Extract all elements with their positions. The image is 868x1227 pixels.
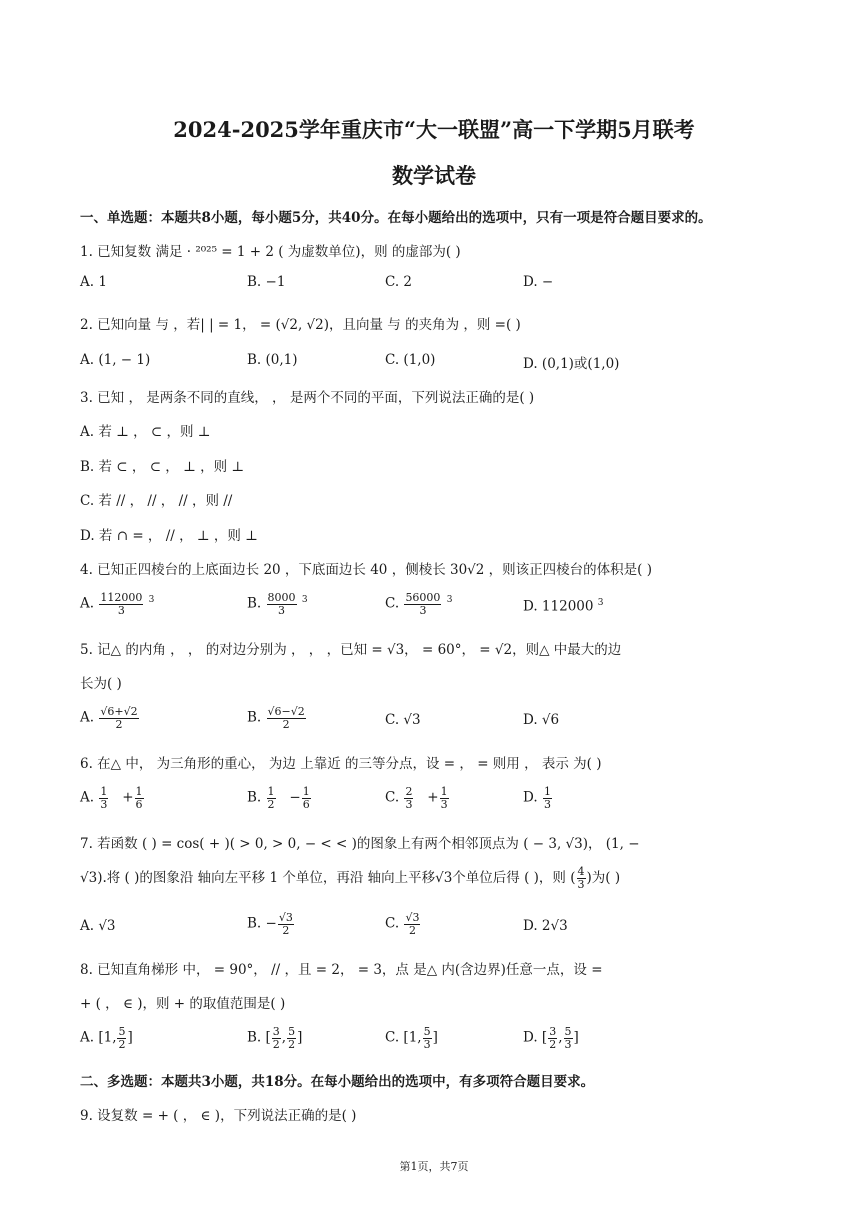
q6-b-frac2: $\frac{1}{6}$ — [302, 785, 310, 811]
q3-option-d: D. 若 ∩ = ， // ， ⊥ ，则 ⊥ — [80, 528, 258, 544]
q5-stem-line2: 长为( ) — [80, 676, 122, 692]
q8-c-frac: $\frac{5}{3}$ — [423, 1025, 431, 1051]
q1-option-b: B. −1 — [247, 274, 286, 290]
q6-a-frac1: $\frac{1}{3}$ — [100, 785, 108, 811]
q6-c-frac2: $\frac{1}{3}$ — [440, 785, 448, 811]
q8-d-frac2: $\frac{5}{3}$ — [564, 1025, 572, 1051]
q8-b-frac2: $\frac{5}{2}$ — [288, 1025, 296, 1051]
q6-b-frac1: $\frac{1}{2}$ — [267, 785, 275, 811]
q6-option-b: B. $\frac{1}{2}$ − $\frac{1}{6}$ — [247, 785, 310, 811]
q1-option-c: C. 2 — [385, 274, 413, 290]
q2-option-d: D. (0,1)或(1,0) — [523, 356, 620, 372]
exam-subtitle: 数学试卷 — [392, 163, 476, 188]
q5-stem: 5. 记△ 的内角 ， ， 的对边分别为 ， ， ，已知 = √3， = 60°， = √2，则△ 中最大的边 — [80, 642, 622, 658]
q6-a-frac2: $\frac{1}{6}$ — [135, 785, 143, 811]
q6-d-frac1: $\frac{1}{3}$ — [543, 785, 551, 811]
q5-option-c: C. √3 — [385, 712, 421, 728]
page-footer: 第1页，共7页 — [399, 1160, 469, 1173]
q2-stem-text: 2. 已知向量 与 ，若| | = 1， = (√2, √2)，且向量 与 的夹角为 ，则 =( ) — [80, 317, 521, 333]
q4-option-b: B. $\frac{8000}{3}$ $^3$ — [247, 591, 308, 617]
q8-a-frac: $\frac{5}{2}$ — [118, 1025, 126, 1051]
q5-option-d: D. √6 — [523, 712, 560, 728]
q5-b-fraction: $\frac{√6-√2}{2}$ — [267, 705, 305, 731]
q8-option-a: A. [1, $\frac{5}{2}$ ] — [80, 1025, 133, 1051]
section-multi-choice: 二、多选题：本题共3小题，共18分。在每小题给出的选项中，有多项符合题目要求。 — [80, 1074, 595, 1090]
q2-stem — [80, 313, 521, 333]
q5-a-fraction: $\frac{√6+√2}{2}$ — [100, 705, 138, 731]
q7-option-b: B. − $\frac{√3}{2}$ — [247, 911, 293, 937]
q7-stem: 7. 若函数 ( ) = cos( + )( > 0, > 0, − < < )的图象上有两个相邻顶点为 ( − 3, √3)， (1, − — [80, 836, 640, 852]
q9-stem: 9. 设复数 = + ( ， ∈ )，下列说法正确的是( ) — [80, 1108, 357, 1124]
q6-stem: 6. 在△ 中， 为三角形的重心， 为边 上靠近 的三等分点，设 = ， = 则用 ， 表示 为( ) — [80, 756, 602, 772]
q2-option-b: B. (0,1) — [247, 352, 298, 368]
q8-option-d: D. [ $\frac{3}{2}$ , $\frac{5}{3}$ ] — [523, 1025, 579, 1051]
q3-option-b: B. 若 ⊂ ， ⊂ ， ⊥ ，则 ⊥ — [80, 459, 245, 475]
q3-stem: 3. 已知 ， 是两条不同的直线， ， 是两个不同的平面，下列说法正确的是( ) — [80, 390, 535, 406]
q5-option-b: B. $\frac{√6-√2}{2}$ — [247, 705, 305, 731]
q4-c-fraction: $\frac{56000}{3}$ — [405, 591, 441, 617]
q4-option-a: A. $\frac{112000}{3}$ $^3$ — [80, 591, 155, 617]
q8-option-c: C. [1, $\frac{5}{3}$ ] — [385, 1025, 438, 1051]
q6-option-d: D. $\frac{1}{3}$ — [523, 785, 551, 811]
q1-option-a: A. 1 — [80, 274, 107, 290]
q4-option-c: C. $\frac{56000}{3}$ $^3$ — [385, 591, 453, 617]
q2-option-c: C. (1,0) — [385, 352, 436, 368]
q6-option-c: C. $\frac{2}{3}$ + $\frac{1}{3}$ — [385, 785, 448, 811]
q4-stem: 4. 已知正四棱台的上底面边长 20 ，下底面边长 40 ，侧棱长 30√2 ，则该正四棱台的体积是( ) — [80, 562, 652, 578]
q3-option-a: A. 若 ⊥ ， ⊂ ，则 ⊥ — [80, 424, 211, 440]
q6-c-frac1: $\frac{2}{3}$ — [405, 785, 413, 811]
q8-stem-line2: + ( ， ∈ )，则 + 的取值范围是( ) — [80, 996, 286, 1012]
q7-option-d: D. 2√3 — [523, 918, 568, 934]
q7-frac: $\frac{4}{3}$ — [577, 865, 585, 891]
q6-option-a: A. $\frac{1}{3}$ + $\frac{1}{6}$ — [80, 785, 143, 811]
q4-option-d: D. 112000 $^3$ — [523, 598, 604, 615]
q4-b-fraction: $\frac{8000}{3}$ — [267, 591, 296, 617]
q8-b-frac1: $\frac{3}{2}$ — [272, 1025, 280, 1051]
q8-d-frac1: $\frac{3}{2}$ — [549, 1025, 557, 1051]
q7-b-fraction: $\frac{√3}{2}$ — [278, 911, 293, 937]
q1-stem: 1. 已知复数 满足 · ²⁰²⁵ = 1 + 2 ( 为虚数单位)，则 的虚部为( ) — [80, 244, 461, 260]
q7-option-c: C. $\frac{√3}{2}$ — [385, 911, 420, 937]
exam-title: 2024-2025学年重庆市“大一联盟”高一下学期5月联考 — [173, 117, 695, 142]
q7-option-a: A. √3 — [80, 918, 116, 934]
q4-a-fraction: $\frac{112000}{3}$ — [100, 591, 143, 617]
q1-option-d: D. − — [523, 274, 554, 290]
q2-option-a: A. (1, − 1) — [80, 352, 151, 368]
q5-option-a: A. $\frac{√6+√2}{2}$ — [80, 705, 138, 731]
q8-option-b: B. [ $\frac{3}{2}$ , $\frac{5}{2}$ ] — [247, 1025, 303, 1051]
q7-stem-line2: √3).将 ( )的图象沿 轴向左平移 1 个单位，再沿 轴向上平移√3个单位后得 ( )，则 ( $\frac{4}{3}$ )为( ) — [80, 865, 621, 891]
section-single-choice: 一、单选题：本题共8小题，每小题5分，共40分。在每小题给出的选项中，只有一项是符合题目要求的。 — [80, 210, 712, 226]
q8-stem: 8. 已知直角梯形 中， = 90°， // ，且 = 2， = 3，点 是△ 内(含边界)任意一点，设 = — [80, 962, 603, 978]
q3-option-c: C. 若 // ， // ， // ，则 // — [80, 493, 233, 509]
q7-c-fraction: $\frac{√3}{2}$ — [405, 911, 420, 937]
